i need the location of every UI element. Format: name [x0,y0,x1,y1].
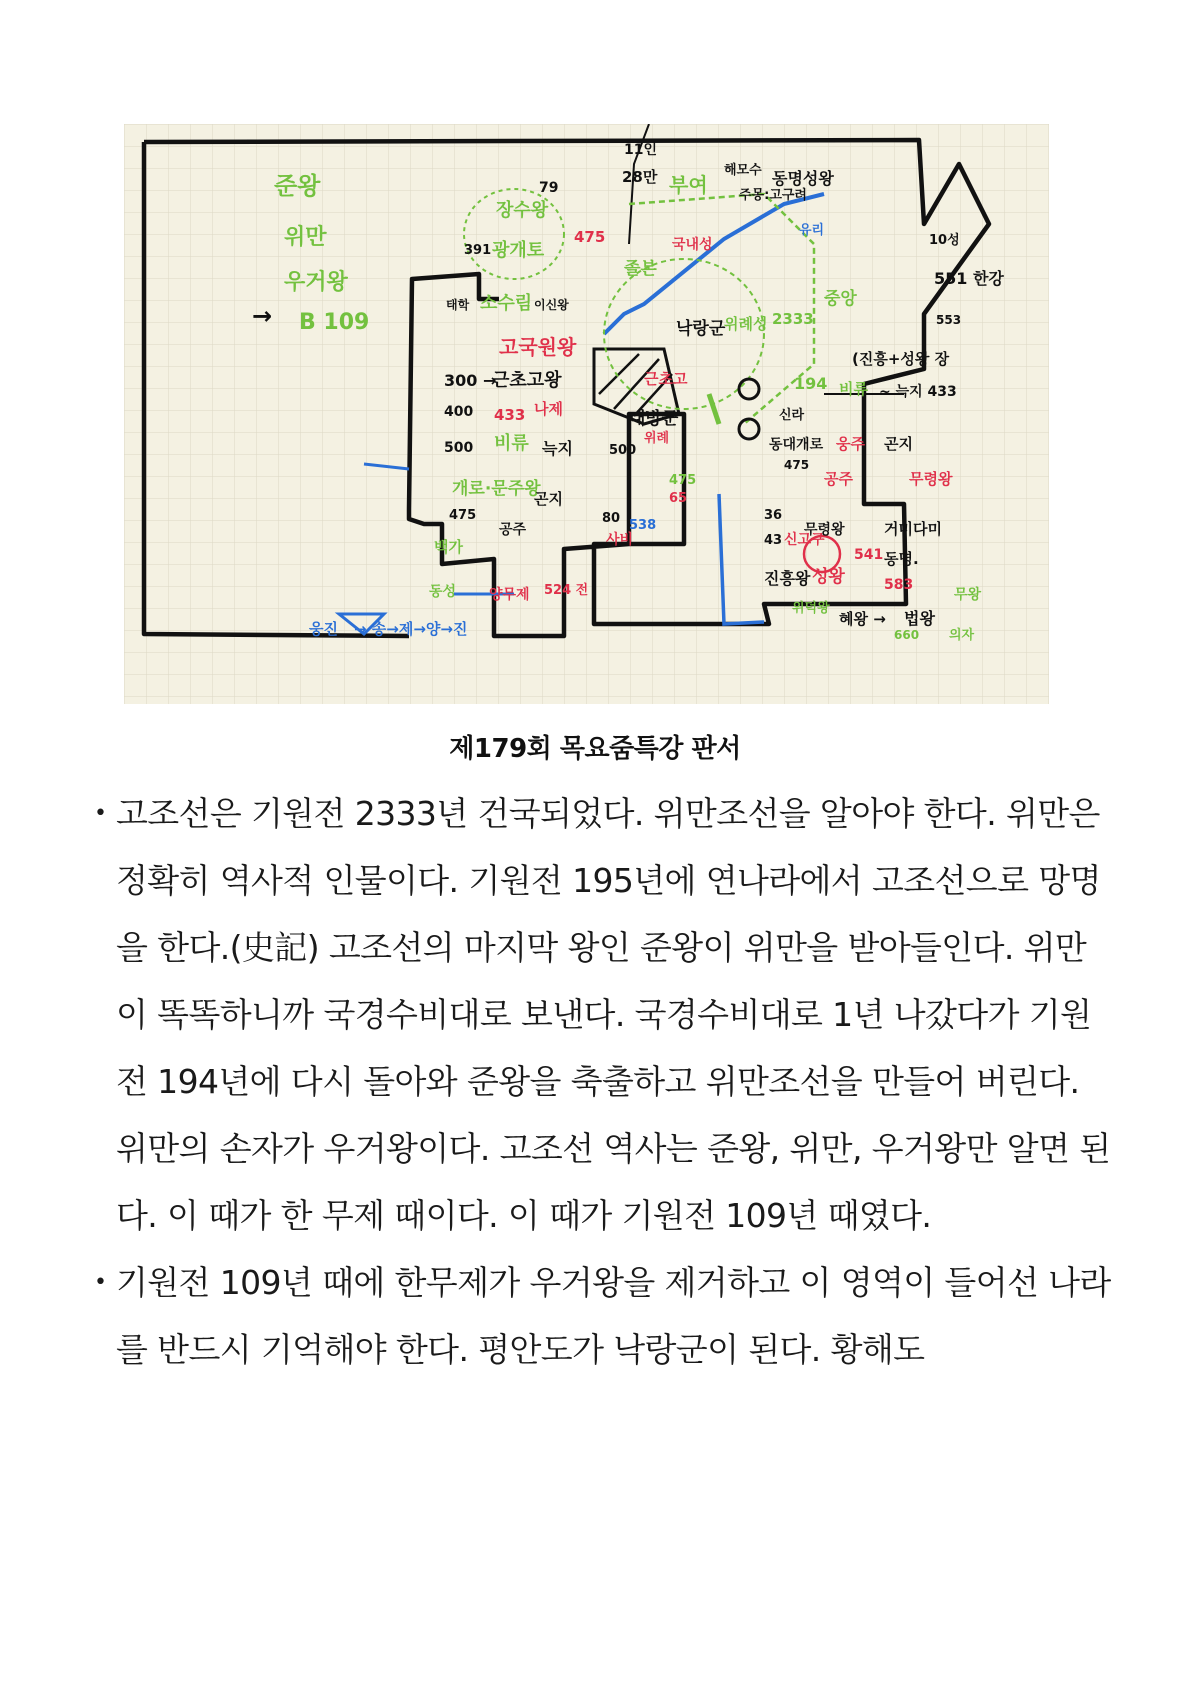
svg-text:양무제: 양무제 [489,587,530,603]
svg-text:500: 500 [444,440,474,456]
bullet-paragraph-2 [94,1249,1114,1383]
svg-text:공주: 공주 [499,522,527,538]
svg-text:위례성: 위례성 [724,315,768,333]
svg-text:10성: 10성 [929,233,960,248]
svg-text:2333: 2333 [772,310,814,328]
svg-text:곤지: 곤지 [534,490,563,508]
paragraph-text: 고조선은 기원전 2333년 건국되었다. 위만조선을 알아야 한다. 위만은 정확히 역사적 인물이다. 기원전 195년에 연나라에서 고조선으로 망명을 한다.(史記) 고조선의 마지막 왕인 준왕이 위만을 받아들인다. 위만이 똑똑하니까 국경수비대로 보낸다. 국경수비대로 1년 나갔다가 기원전 194년에 다시 돌아와 준왕을 축출하고 위만조선을 만들어 버린다. 위만의 손자가 우거왕이다. 고조선 역사는 준왕, 위만, 우거왕만 알면 된다. 이 때가 한 무제 때이다. 이 때가 기원전 109년 때였다. [116,794,1111,1235]
svg-text:고국원왕: 고국원왕 [499,335,577,359]
svg-text:475: 475 [784,458,810,472]
svg-text:28만: 28만 [622,168,658,186]
svg-text:거미다미: 거미다미 [884,520,942,538]
svg-text:유리: 유리 [799,223,825,238]
svg-text:391: 391 [464,243,492,258]
svg-text:의자: 의자 [949,628,975,643]
svg-text:웅진: 웅진 [309,620,338,638]
svg-text:진흥왕: 진흥왕 [764,569,811,588]
figure-caption: 제179회 목요줌특강 판서 [449,734,741,764]
svg-text:법왕: 법왕 [904,609,935,628]
svg-text:위덕왕: 위덕왕 [792,601,830,616]
svg-text:혜왕 →: 혜왕 → [839,610,886,628]
svg-text:(진흥+성왕 장: (진흥+성왕 장 [852,350,950,368]
svg-text:660: 660 [894,628,920,642]
svg-text:43: 43 [764,533,783,548]
svg-text:백가: 백가 [434,538,463,556]
svg-text:36: 36 [764,508,783,523]
svg-text:11인: 11인 [624,142,658,158]
svg-text:538: 538 [629,518,657,533]
svg-text:300 →: 300 → [444,371,497,390]
svg-text:433: 433 [494,406,526,424]
paragraph-text: 기원전 109년 때에 한무제가 우거왕을 제거하고 이 영역이 들어선 나라를 반드시 기억해야 한다. 평안도가 낙랑군이 된다. 황해도 [116,1263,1111,1369]
svg-text:475: 475 [449,508,477,523]
svg-text:근초고왕: 근초고왕 [492,370,562,391]
svg-text:성왕: 성왕 [812,567,845,587]
svg-text:541: 541 [854,547,884,563]
svg-text:79: 79 [539,180,559,196]
svg-text:동명성왕: 동명성왕 [772,169,834,188]
svg-text:B 109: B 109 [299,310,370,335]
bullet-icon: • [94,801,107,826]
svg-text:500: 500 [609,443,637,458]
svg-text:동명.: 동명. [884,550,919,568]
whiteboard-image [124,124,1049,704]
svg-text:근초고: 근초고 [644,370,688,388]
svg-text:준왕: 준왕 [274,172,321,200]
svg-text:졸본: 졸본 [624,259,657,279]
svg-text:80: 80 [602,511,621,526]
svg-text:~ 늑지 433: ~ 늑지 433 [879,384,957,400]
svg-text:65: 65 [669,491,688,506]
svg-text:위례: 위례 [644,431,670,446]
svg-text:무왕: 무왕 [954,587,982,603]
svg-text:사비: 사비 [606,532,634,548]
svg-text:무령왕: 무령왕 [909,470,953,488]
bullet-icon: • [94,1270,107,1295]
svg-text:553: 553 [936,313,962,327]
svg-text:낙랑군: 낙랑군 [676,319,726,339]
whiteboard-figure [124,124,1049,704]
svg-text:비류: 비류 [839,380,868,398]
svg-text:동성: 동성 [429,584,457,600]
svg-text:주몽:고구려: 주몽:고구려 [739,188,807,203]
svg-text:비류: 비류 [494,433,529,454]
svg-text:개로·문주왕: 개로·문주왕 [452,479,541,499]
svg-text:국내성: 국내성 [672,237,713,253]
bullet-paragraph-1 [94,780,1114,1249]
svg-text:→ 송→제→양→진: → 송→제→양→진 [354,620,468,638]
svg-text:곤지: 곤지 [884,435,913,453]
svg-text:해모수: 해모수 [724,163,762,178]
svg-text:웅주: 웅주 [836,435,865,453]
svg-text:위만: 위만 [284,225,327,250]
svg-text:이신왕: 이신왕 [534,298,569,312]
svg-text:→: → [252,302,273,330]
bullet-list [94,780,1114,1383]
svg-text:194: 194 [794,374,828,393]
svg-text:대방군: 대방군 [629,409,679,429]
svg-text:신고구: 신고구 [784,532,825,548]
svg-text:475: 475 [574,228,606,246]
svg-text:583: 583 [884,577,914,593]
svg-text:400: 400 [444,404,474,420]
svg-text:524 전: 524 전 [544,583,589,598]
svg-text:부여: 부여 [669,173,708,197]
svg-text:동대개로: 동대개로 [769,437,824,453]
svg-text:공주: 공주 [824,470,853,488]
svg-text:장수왕: 장수왕 [496,200,549,221]
svg-text:늑지: 늑지 [542,439,573,458]
svg-text:신라: 신라 [779,408,805,423]
svg-text:551 한강: 551 한강 [934,269,1004,288]
svg-text:중앙: 중앙 [824,289,857,309]
svg-text:나제: 나제 [534,400,563,418]
svg-text:광개토: 광개토 [492,240,545,261]
svg-text:소수림: 소수림 [480,293,533,314]
svg-text:우거왕: 우거왕 [284,270,348,295]
svg-text:태학: 태학 [446,298,470,312]
svg-text:무령왕: 무령왕 [804,522,845,538]
svg-text:475: 475 [669,473,697,488]
